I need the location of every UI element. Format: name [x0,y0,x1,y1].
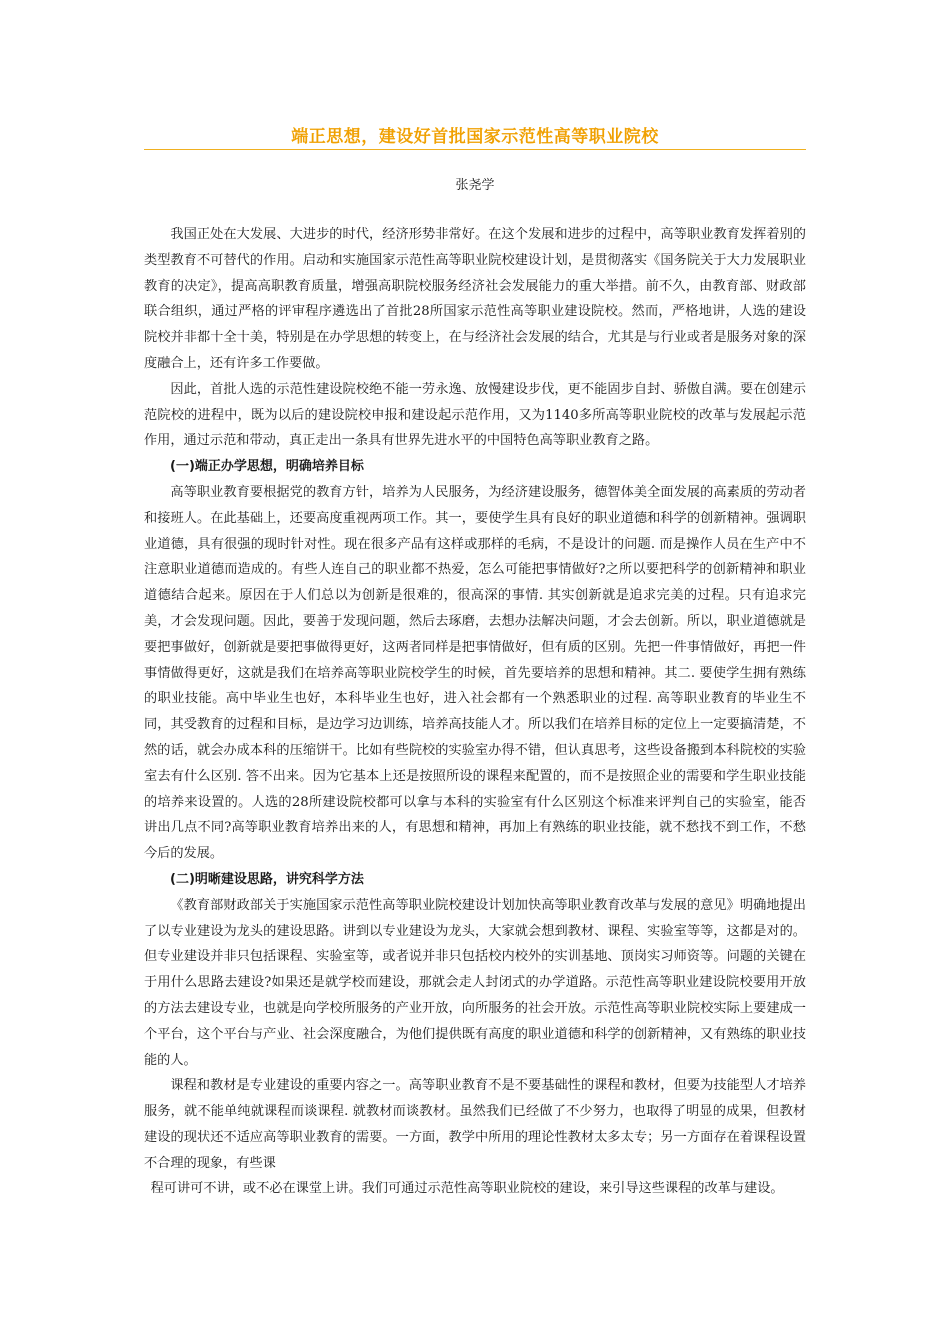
paragraph-intro-2: 因此，首批人选的示范性建设院校绝不能一劳永逸、放慢建设步伐，更不能固步自封、骄傲自满。要在创建示范院校的进程中，既为以后的建设院校申报和建设起示范作用，又为1140多所高等职业院校的改革与发展起示范作用，通过示范和带动，真正走出一条具有世界先进水平的中国特色高等职业教育之路。 [144,381,806,449]
paragraph-section-2-3: 程可讲可不讲，或不必在课堂上讲。我们可通过示范性高等职业院校的建设，来引导这些课程的改革与建设。 [150,1181,784,1197]
article-title: 端正思想，建设好首批国家示范性高等职业院校 [291,127,659,147]
article-author: 张尧学 [455,178,495,193]
paragraph-section-2-1: 《教育部财政部关于实施国家示范性高等职业院校建设计划加快高等职业教育改革与发展的意见》明确地提出了以专业建设为龙头的建设思路。讲到以专业建设为龙头，大家就会想到教材、课程、实验室等等，这都是对的。但专业建设并非只包括课程、实验室等，或者说并非只包括校内校外的实训基地、顶岗实习师资等。问题的关键在于用什么思路去建设?如果还是就学校而建设，那就会走人封闭式的办学道路。示范性高等职业建设院校要用开放的方法去建设专业，也就是向学校所服务的产业开放，向所服务的社会开放。示范性高等职业院校实际上要建成一个平台，这个平台与产业、社会深度融合，为他们提供既有高度的职业道德和科学的创新精神，又有熟练的职业技能的人。 [144,897,806,1068]
title-underline [144,149,806,150]
section-heading-2: (二)明晰建设思路，讲究科学方法 [170,871,364,887]
paragraph-intro-1: 我国正处在大发展、大进步的时代，经济形势非常好。在这个发展和进步的过程中，高等职业教育发挥着别的类型教育不可替代的作用。启动和实施国家示范性高等职业院校建设计划，是贯彻落实《国务院关于大力发展职业教育的决定》，提高高职教育质量，增强高职院校服务经济社会发展能力的重大举措。前不久，由教育部、财政部联合组织，通过严格的评审程序遴选出了首批28所国家示范性高等职业建设院校。然而，严格地讲，人选的建设院校并非都十全十美，特别是在办学思想的转变上，在与经济社会发展的结合，尤其是与行业或者是服务对象的深度融合上，还有许多工作要做。 [144,227,806,371]
paragraph-section-1: 高等职业教育要根据党的教育方针，培养为人民服务，为经济建设服务，德智体美全面发展的高素质的劳动者和接班人。在此基础上，还要高度重视两项工作。其一，要使学生具有良好的职业道德和科学的创新精神。强调职业道德，具有很强的现时针对性。现在很多产品有这样或那样的毛病，不是设计的问题. 而是操作人员在生产中不注意职业道德而造成的。有些人连自己的职业都不热爱，怎么可能把事情做好?之所以要把科学的创新精神和职业道德结合起来。原因在于人们总以为创新是很难的，很高深的事情. 其实创新就是追求完美的过程。只有追求完美，才会发现问题。因此，要善于发现问题，然后去琢磨，去想办法解决问题，才会去创新。所以，职业道德就是要把事做好，创新就是要把事做得更好，这两者同样是把事情做好，但有质的区别。先把一件事情做好，再把一件事情做得更好，这就是我们在培养高等职业院校学生的时候，首先要培养的思想和精神。其二. 要使学生拥有熟练的职业技能。高中毕业生也好，本科毕业生也好，进入社会都有一个熟悉职业的过程. 高等职业教育的毕业生不同，其受教育的过程和目标，是边学习边训练，培养高技能人才。所以我们在培养目标的定位上一定要搞清楚，不然的话，就会办成本科的压缩饼干。比如有些院校的实验室办得不错，但认真思考，这些设备搬到本科院校的实验室去有什么区别. 答不出来。因为它基本上还是按照所设的课程来配置的，而不是按照企业的需要和学生职业技能的培养来设置的。人选的28所建设院校都可以拿与本科的实验室有什么区别这个标准来评判自己的实验室，能否讲出几点不同?高等职业教育培养出来的人，有思想和精神，再加上有熟练的职业技能，就不愁找不到工作，不愁今后的发展。 [144,484,806,862]
article-body [144,222,806,1202]
paragraph-section-2-2: 课程和教材是专业建设的重要内容之一。高等职业教育不是不要基础性的课程和教材，但要为技能型人才培养服务，就不能单纯就课程而谈课程. 就教材而谈教材。虽然我们已经做了不少努力，也取得了明显的成果，但教材建设的现状还不适应高等职业教育的需要。一方面，教学中所用的理论性教材太多太专；另一方面存在着课程设置不合理的现象，有些课 [144,1078,806,1171]
section-heading-1: (一)端正办学思想，明确培养目标 [170,459,364,475]
